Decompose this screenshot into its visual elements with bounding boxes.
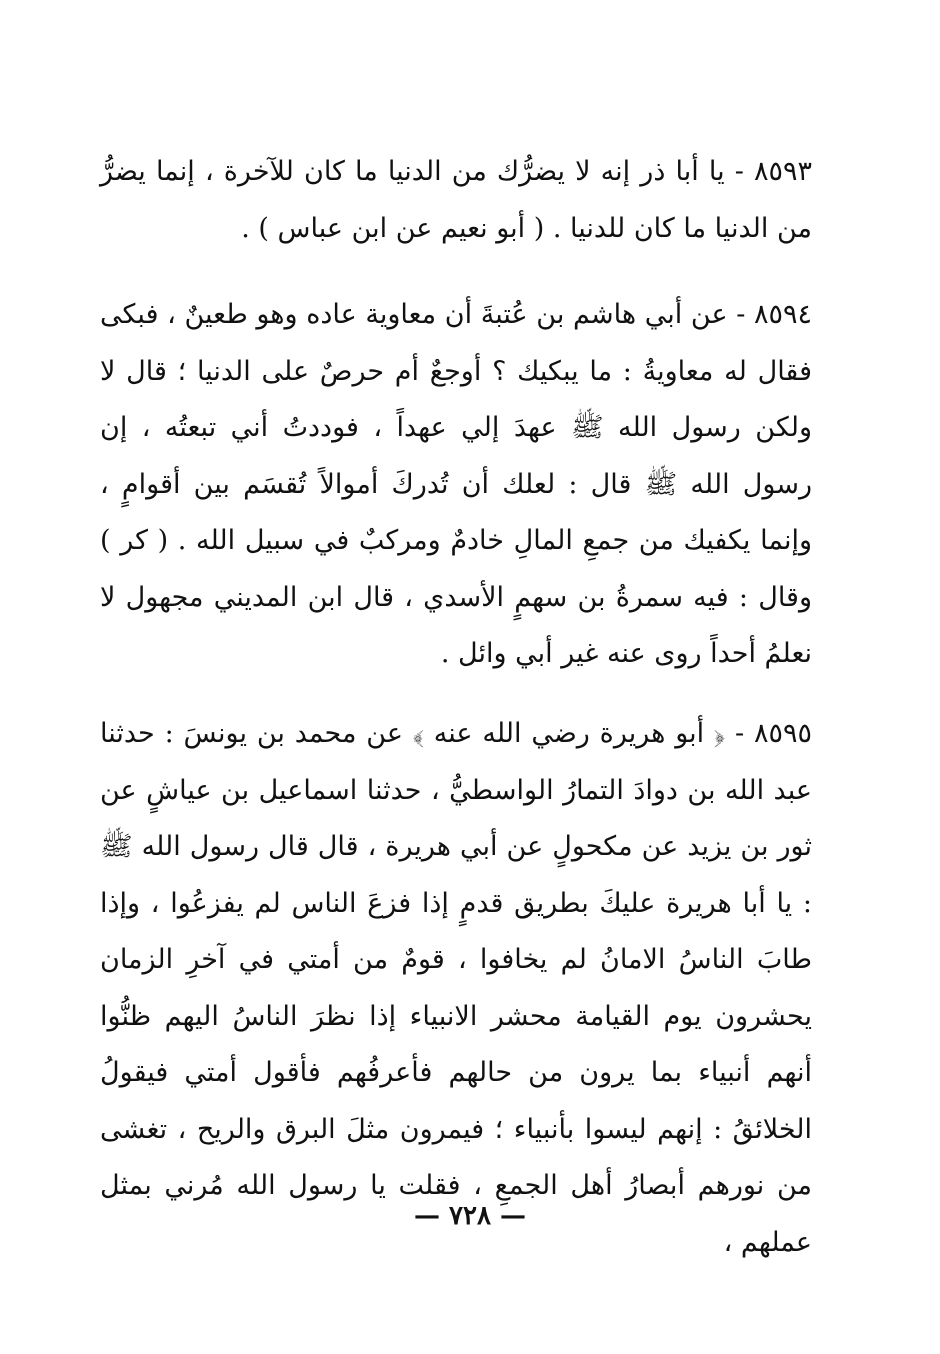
hadith-entry-8593: ٨٥٩٣ - يا أبا ذر إنه لا يضرُّك من الدنيا ما كان للآخرة ، إنما يضرُّ من الدنيا ما كان للدنيا . ( أبو نعيم عن ابن عباس ) .: [100, 156, 812, 244]
hadith-entry-8594: ٨٥٩٤ - عن أبي هاشم بن عُتبةَ أن معاوية عاده وهو طعينٌ ، فبكى فقال له معاويةُ : ما يبكيك ؟ أوجعٌ أم حرصٌ على الدنيا ؛ قال لا ولكن رسول الله ﷺ عهدَ إلي عهداً ، فوددتُ أني تبعتُه ، إن رسول الله ﷺ قال : لعلك أن تُدركَ أموالاً تُقسَم بين أقوامٍ ، وإنما يكفيك من جمعِ المالِ خادمٌ ومركبٌ في سبيل الله . ( كر ) وقال : فيه سمرةُ بن سهمٍ الأسدي ، قال ابن المديني مجهول لا نعلمُ أحداً روى عنه غير أبي وائل .: [100, 299, 812, 669]
page-number: — ٧٢٨ —: [413, 1201, 527, 1231]
hadith-entry-8595: ٨٥٩٥ - ﴿ أبو هريرة رضي الله عنه ﴾ عن محمد بن يونسَ : حدثنا عبد الله بن دوادَ التمارُ الواسطيُّ ، حدثنا اسماعيل بن عياشٍ عن ثور بن يزيد عن مكحولٍ عن أبي هريرة ، قال قال رسول الله ﷺ : يا أبا هريرة عليكَ بطريق قدمٍ إذا فزعَ الناس لم يفزعُوا ، وإذا طابَ الناسُ الامانُ لم يخافوا ، قومٌ من أمتي في آخرِ الزمان يحشرون يوم القيامة محشر الانبياء إذا نظرَ الناسُ اليهم ظنُّوا أنهم أنبياء بما يرون من حالهم فأعرفُهم فأقول أمتي فيقولُ الخلائقُ : إنهم ليسوا بأنبياء ؛ فيمرون مثلَ البرق والريح ، تغشى من نورهم أبصارُ أهل الجمعِ ، فقلت يا رسول الله مُرني بمثل عملهم ،: [100, 718, 812, 1258]
